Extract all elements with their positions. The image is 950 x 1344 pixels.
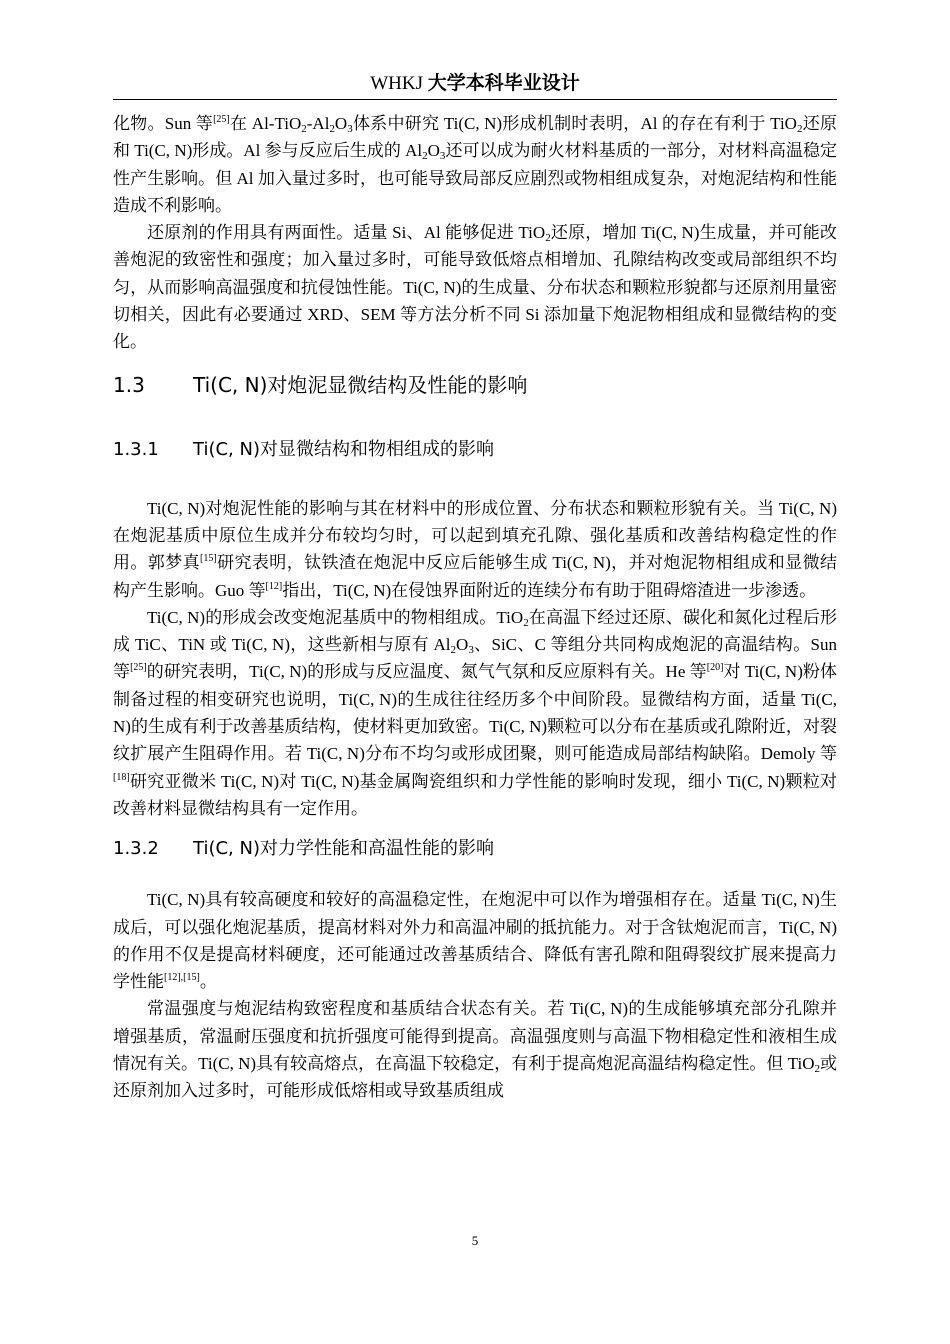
section-number: 1.3.2	[113, 838, 159, 860]
section-title: Ti(C, N)对力学性能和高温性能的影响	[193, 838, 494, 860]
header-title: 大学本科毕业设计	[427, 72, 580, 94]
paragraph-6: 常温强度与炮泥结构致密程度和基质结合状态有关。若 Ti(C, N)的生成能够填充部分孔隙并增强基质，常温耐压强度和抗折强度可能得到提高。高温强度则与高温下物相稳定性和液相生成情况有关。Ti(C, N)具有较高熔点，在高温下较稳定，有利于提高炮泥高温结构稳定性。但 TiO$_2$或还原剂加入过多时，可能形成低熔相或导致基质组成	[113, 999, 838, 1101]
section-heading-1-3-2	[113, 836, 837, 862]
section-heading-1-3	[113, 371, 837, 399]
paragraph-3: Ti(C, N)对炮泥性能的影响与其在材料中的形成位置、分布状态和颗粒形貌有关。当 Ti(C, N)在炮泥基质中原位生成并分布较均匀时，可以起到填充孔隙、强化基质和改善结构稳定性的作用。郭梦真[15]研究表明，钛铁渣在炮泥中反应后能够生成 Ti(C, N)，并对炮泥物相组成和显微结构产生影响。Guo 等[12]指出，Ti(C, N)在侵蚀界面附近的连续分布有助于阻碍熔渣进一步渗透。	[113, 498, 837, 600]
section-heading-1-3-1	[113, 437, 837, 463]
section-number: 1.3.1	[113, 438, 159, 460]
paragraph-5: Ti(C, N)具有较高硬度和较好的高温稳定性，在炮泥中可以作为增强相存在。适量 Ti(C, N)生成后，可以强化炮泥基质，提高材料对外力和高温冲刷的抵抗能力。对于含钛炮泥而言，Ti(C, N)的作用不仅是提高材料硬度，还可能通过改善基质结合、降低有害孔隙和阻碍裂纹扩展来提高力学性能[12],[15]。	[113, 890, 837, 992]
section-title: Ti(C, N)对炮泥显微结构及性能的影响	[193, 372, 528, 397]
paragraph-2: 还原剂的作用具有两面性。适量 Si、Al 能够促进 TiO$_2$还原，增加 Ti(C, N)生成量，并可能改善炮泥的致密性和强度；加入量过多时，可能导致低熔点相增加、孔隙结构改变或局部组织不均匀，从而影响高温强度和抗侵蚀性能。Ti(C, N)的生成量、分布状态和颗粒形貌都与还原剂用量密切相关，因此有必要通过 XRD、SEM 等方法分析不同 Si 添加量下炮泥物相组成和显微结构的变化。	[113, 223, 837, 352]
page-body	[113, 110, 837, 1105]
header-latin: WHKJ	[370, 73, 423, 94]
section-title: Ti(C, N)对显微结构和物相组成的影响	[193, 438, 494, 460]
paragraph-4: Ti(C, N)的形成会改变炮泥基质中的物相组成。TiO$_2$在高温下经过还原、碳化和氮化过程后形成 TiC、TiN 或 Ti(C, N)，这些新相与原有 $Al_2O_3$、SiC、C 等组分共同构成炮泥的高温结构。Sun 等[25]的研究表明，Ti(C, N)的形成与反应温度、氮气气氛和反应原料有关。He 等[20]对 Ti(C, N)粉体制备过程的相变研究也说明，Ti(C, N)的生成往往经历多个中间阶段。显微结构方面，适量 Ti(C, N)的生成有利于改善基质结构，使材料更加致密。Ti(C, N)颗粒可以分布在基质或孔隙附近，对裂纹扩展产生阻碍作用。若 Ti(C, N)分布不均匀或形成团聚，则可能造成局部结构缺陷。Demoly 等[18]研究亚微米 Ti(C, N)对 Ti(C, N)基金属陶瓷组织和力学性能的影响时发现，细小 Ti(C, N)颗粒对改善材料显微结构具有一定作用。	[113, 607, 838, 818]
section-number: 1.3	[113, 372, 145, 397]
page-header	[113, 70, 837, 96]
page-number: 5	[471, 1233, 479, 1248]
header-rule	[113, 99, 837, 100]
paragraph-1: 化物。Sun 等[25]在 $Al-TiO_2-Al_2O_3$体系中研究 Ti(C, N)形成机制时表明，Al 的存在有利于 TiO$_2$还原和 Ti(C, N)形成。Al 参与反应后生成的 $Al_2O_3$还可以成为耐火材料基质的一部分，对材料高温稳定性产生影响。但 Al 加入量过多时，也可能导致局部反应剧烈或物相组成复杂，对炮泥结构和性能造成不利影响。	[113, 114, 838, 215]
